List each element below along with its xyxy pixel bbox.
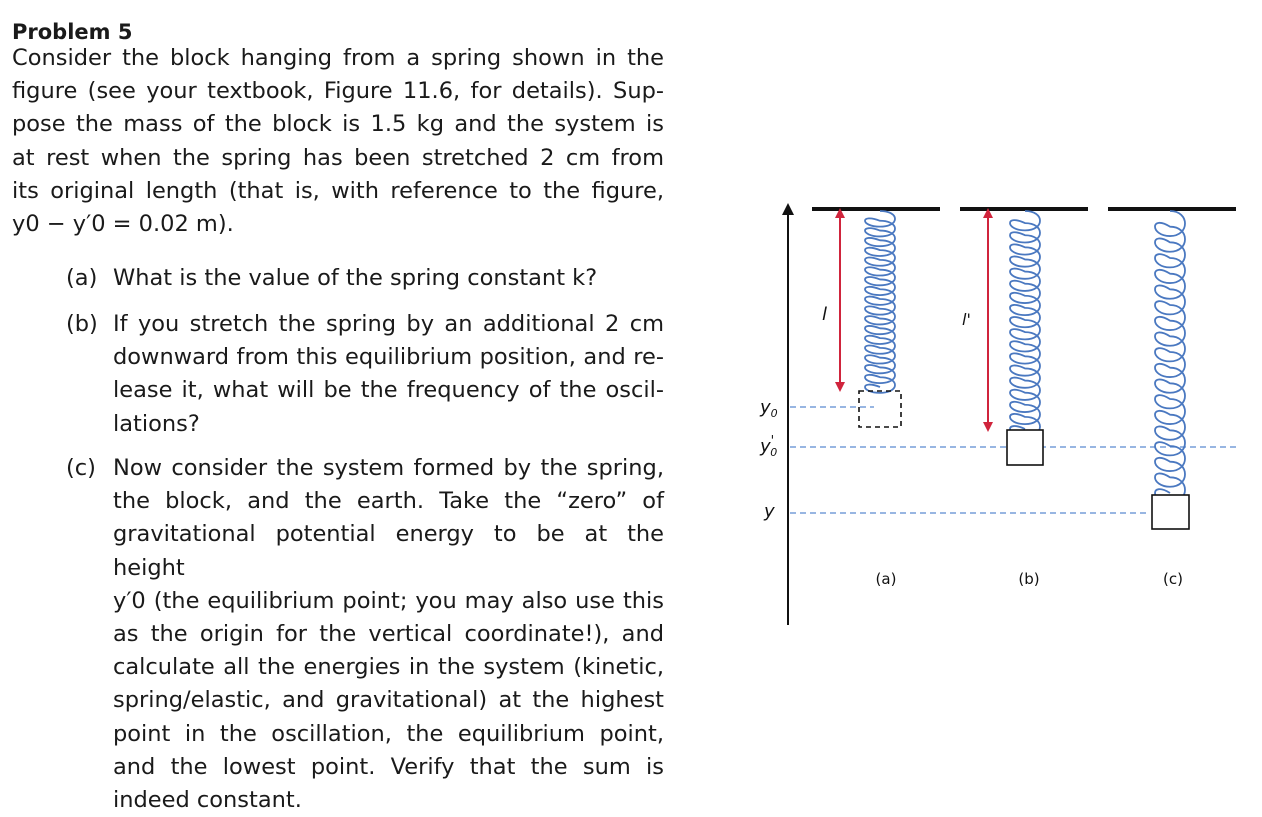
part-b xyxy=(66,308,664,441)
part-b-line: If you stretch the spring by an additional 2 cm xyxy=(113,311,664,337)
part-c-line: calculate all the energies in the system (kinetic, xyxy=(113,654,664,681)
problem-intro xyxy=(12,42,664,241)
part-c-line: spring/elastic, and gravitational) at the highest xyxy=(113,687,664,714)
panel-label-c: (c) xyxy=(1163,570,1183,588)
part-c-line: and the lowest point. Verify that the sum is xyxy=(113,753,664,780)
intro-line: at rest when the spring has been stretched 2 cm from xyxy=(12,144,664,171)
intro-line: its original length (that is, with reference to the figure, xyxy=(12,177,664,204)
block-c xyxy=(1152,495,1189,529)
part-c xyxy=(66,452,664,817)
panel-label-b: (b) xyxy=(1018,570,1040,588)
part-a-line: What is the value of the spring constant k? xyxy=(113,265,598,291)
length-label-l-prime: l' xyxy=(962,310,971,329)
part-c-label: (c) xyxy=(66,455,96,481)
length-label-l: l xyxy=(822,304,828,325)
label-y0-prime: y' 0 xyxy=(760,434,778,459)
part-c-line: y′0 (the equilibrium point; you may also use this xyxy=(113,587,664,614)
problem-title: Problem 5 xyxy=(12,20,133,44)
spring-figure xyxy=(740,195,1250,635)
intro-line-equation: y0 − y′0 = 0.02 m). xyxy=(12,211,234,238)
panel-label-a: (a) xyxy=(875,570,897,588)
part-a-label: (a) xyxy=(66,265,98,291)
block-b xyxy=(1007,430,1043,465)
intro-line: Consider the block hanging from a spring shown in the xyxy=(12,45,664,71)
label-y0: $y_0$ xyxy=(760,397,778,420)
part-c-line: indeed constant. xyxy=(113,787,302,814)
spring-c xyxy=(1155,211,1185,502)
part-c-line: as the origin for the vertical coordinate!), and xyxy=(113,621,664,648)
part-b-line: lations? xyxy=(113,410,200,437)
part-b-label: (b) xyxy=(66,311,98,337)
intro-line: figure (see your textbook, Figure 11.6, for details). Sup- xyxy=(12,78,664,105)
part-c-line: point in the oscillation, the equilibrium point, xyxy=(113,720,664,747)
intro-line: pose the mass of the block is 1.5 kg and the system is xyxy=(12,111,664,138)
part-a xyxy=(66,262,664,295)
spring-a xyxy=(865,211,895,393)
part-c-line: gravitational potential energy to be at the height xyxy=(113,521,664,581)
block-a-original-position xyxy=(859,391,901,427)
part-c-line: the block, and the earth. Take the “zero” of xyxy=(113,488,664,515)
part-c-line: Now consider the system formed by the spring, xyxy=(113,455,664,481)
label-y: y xyxy=(764,501,775,522)
axis-arrow-icon xyxy=(782,203,794,215)
spring-b xyxy=(1010,211,1040,436)
part-b-line: downward from this equilibrium position, and re- xyxy=(113,344,664,371)
part-b-line: lease it, what will be the frequency of the oscil- xyxy=(113,377,664,404)
